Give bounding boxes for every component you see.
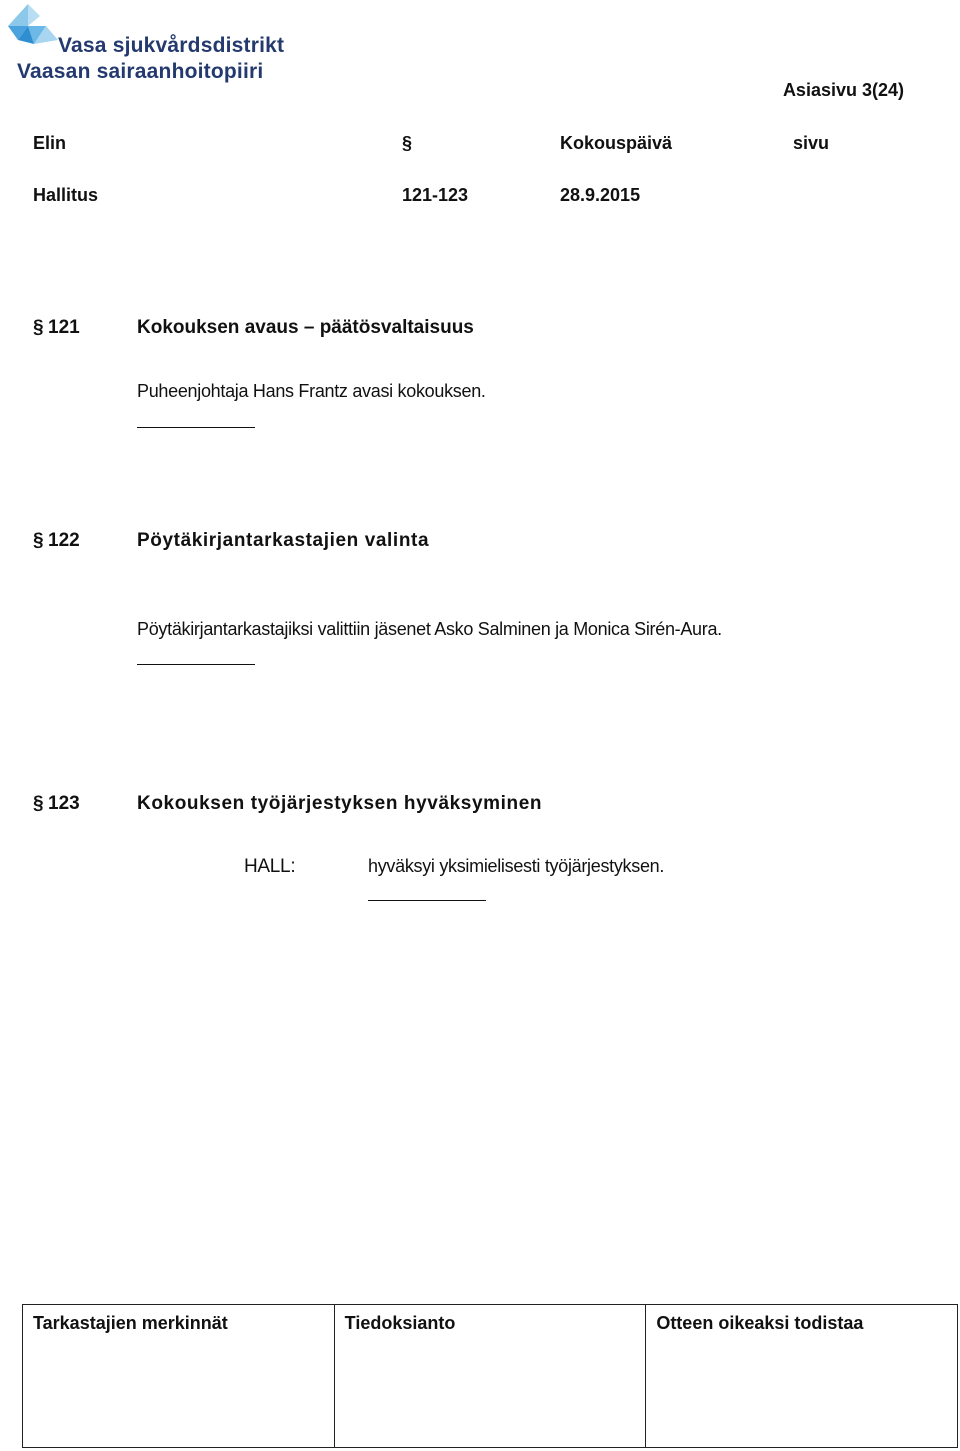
- section-body: Pöytäkirjantarkastajiksi valittiin jäsenet Asko Salminen ja Monica Sirén-Aura.: [137, 619, 722, 639]
- footer-certification-cell: [646, 1305, 958, 1448]
- section-title: Kokouksen avaus – päätösvaltaisuus: [137, 317, 474, 338]
- section-symbol: §: [33, 317, 44, 338]
- footer-certification-label: Otteen oikeaksi todistaa: [656, 1313, 864, 1333]
- section-end-rule: [137, 664, 255, 665]
- section-title: Kokouksen työjärjestyksen hyväksyminen: [137, 793, 543, 814]
- footer-inspectors-label: Tarkastajien merkinnät: [33, 1313, 228, 1333]
- header-page-label: sivu: [793, 133, 830, 153]
- header-organ-label: Elin: [33, 133, 67, 153]
- section-title: Pöytäkirjantarkastajien valinta: [137, 530, 430, 551]
- section-symbol: §: [33, 530, 44, 551]
- section-end-rule: [137, 427, 255, 428]
- section-body: Puheenjohtaja Hans Frantz avasi kokouksen.: [137, 381, 486, 401]
- section-end-rule: [368, 900, 486, 901]
- signature-footer-table: [22, 1304, 958, 1448]
- footer-notification-cell: [334, 1305, 646, 1448]
- header-section-value: 121-123: [402, 185, 469, 205]
- page-number-label: Asiasivu 3(24): [782, 80, 904, 100]
- logo-text-swedish: Vasa sjukvårdsdistrikt: [58, 34, 285, 57]
- footer-inspectors-cell: [23, 1305, 335, 1448]
- section-number: 121: [48, 317, 80, 338]
- organization-logo-mark: [6, 0, 62, 58]
- section-number: 122: [48, 530, 80, 551]
- footer-notification-label: Tiedoksianto: [344, 1313, 456, 1333]
- logo-text-finnish: Vaasan sairaanhoitopiiri: [17, 60, 264, 83]
- decision-text: hyväksyi yksimielisesti työjärjestyksen.: [368, 856, 665, 876]
- decision-label: HALL:: [244, 856, 296, 877]
- section-number: 123: [48, 793, 80, 814]
- header-date-value: 28.9.2015: [560, 185, 641, 205]
- header-date-label: Kokouspäivä: [560, 133, 673, 153]
- section-symbol: §: [33, 793, 44, 814]
- header-organ-value: Hallitus: [33, 185, 99, 205]
- header-section-label: §: [402, 133, 413, 153]
